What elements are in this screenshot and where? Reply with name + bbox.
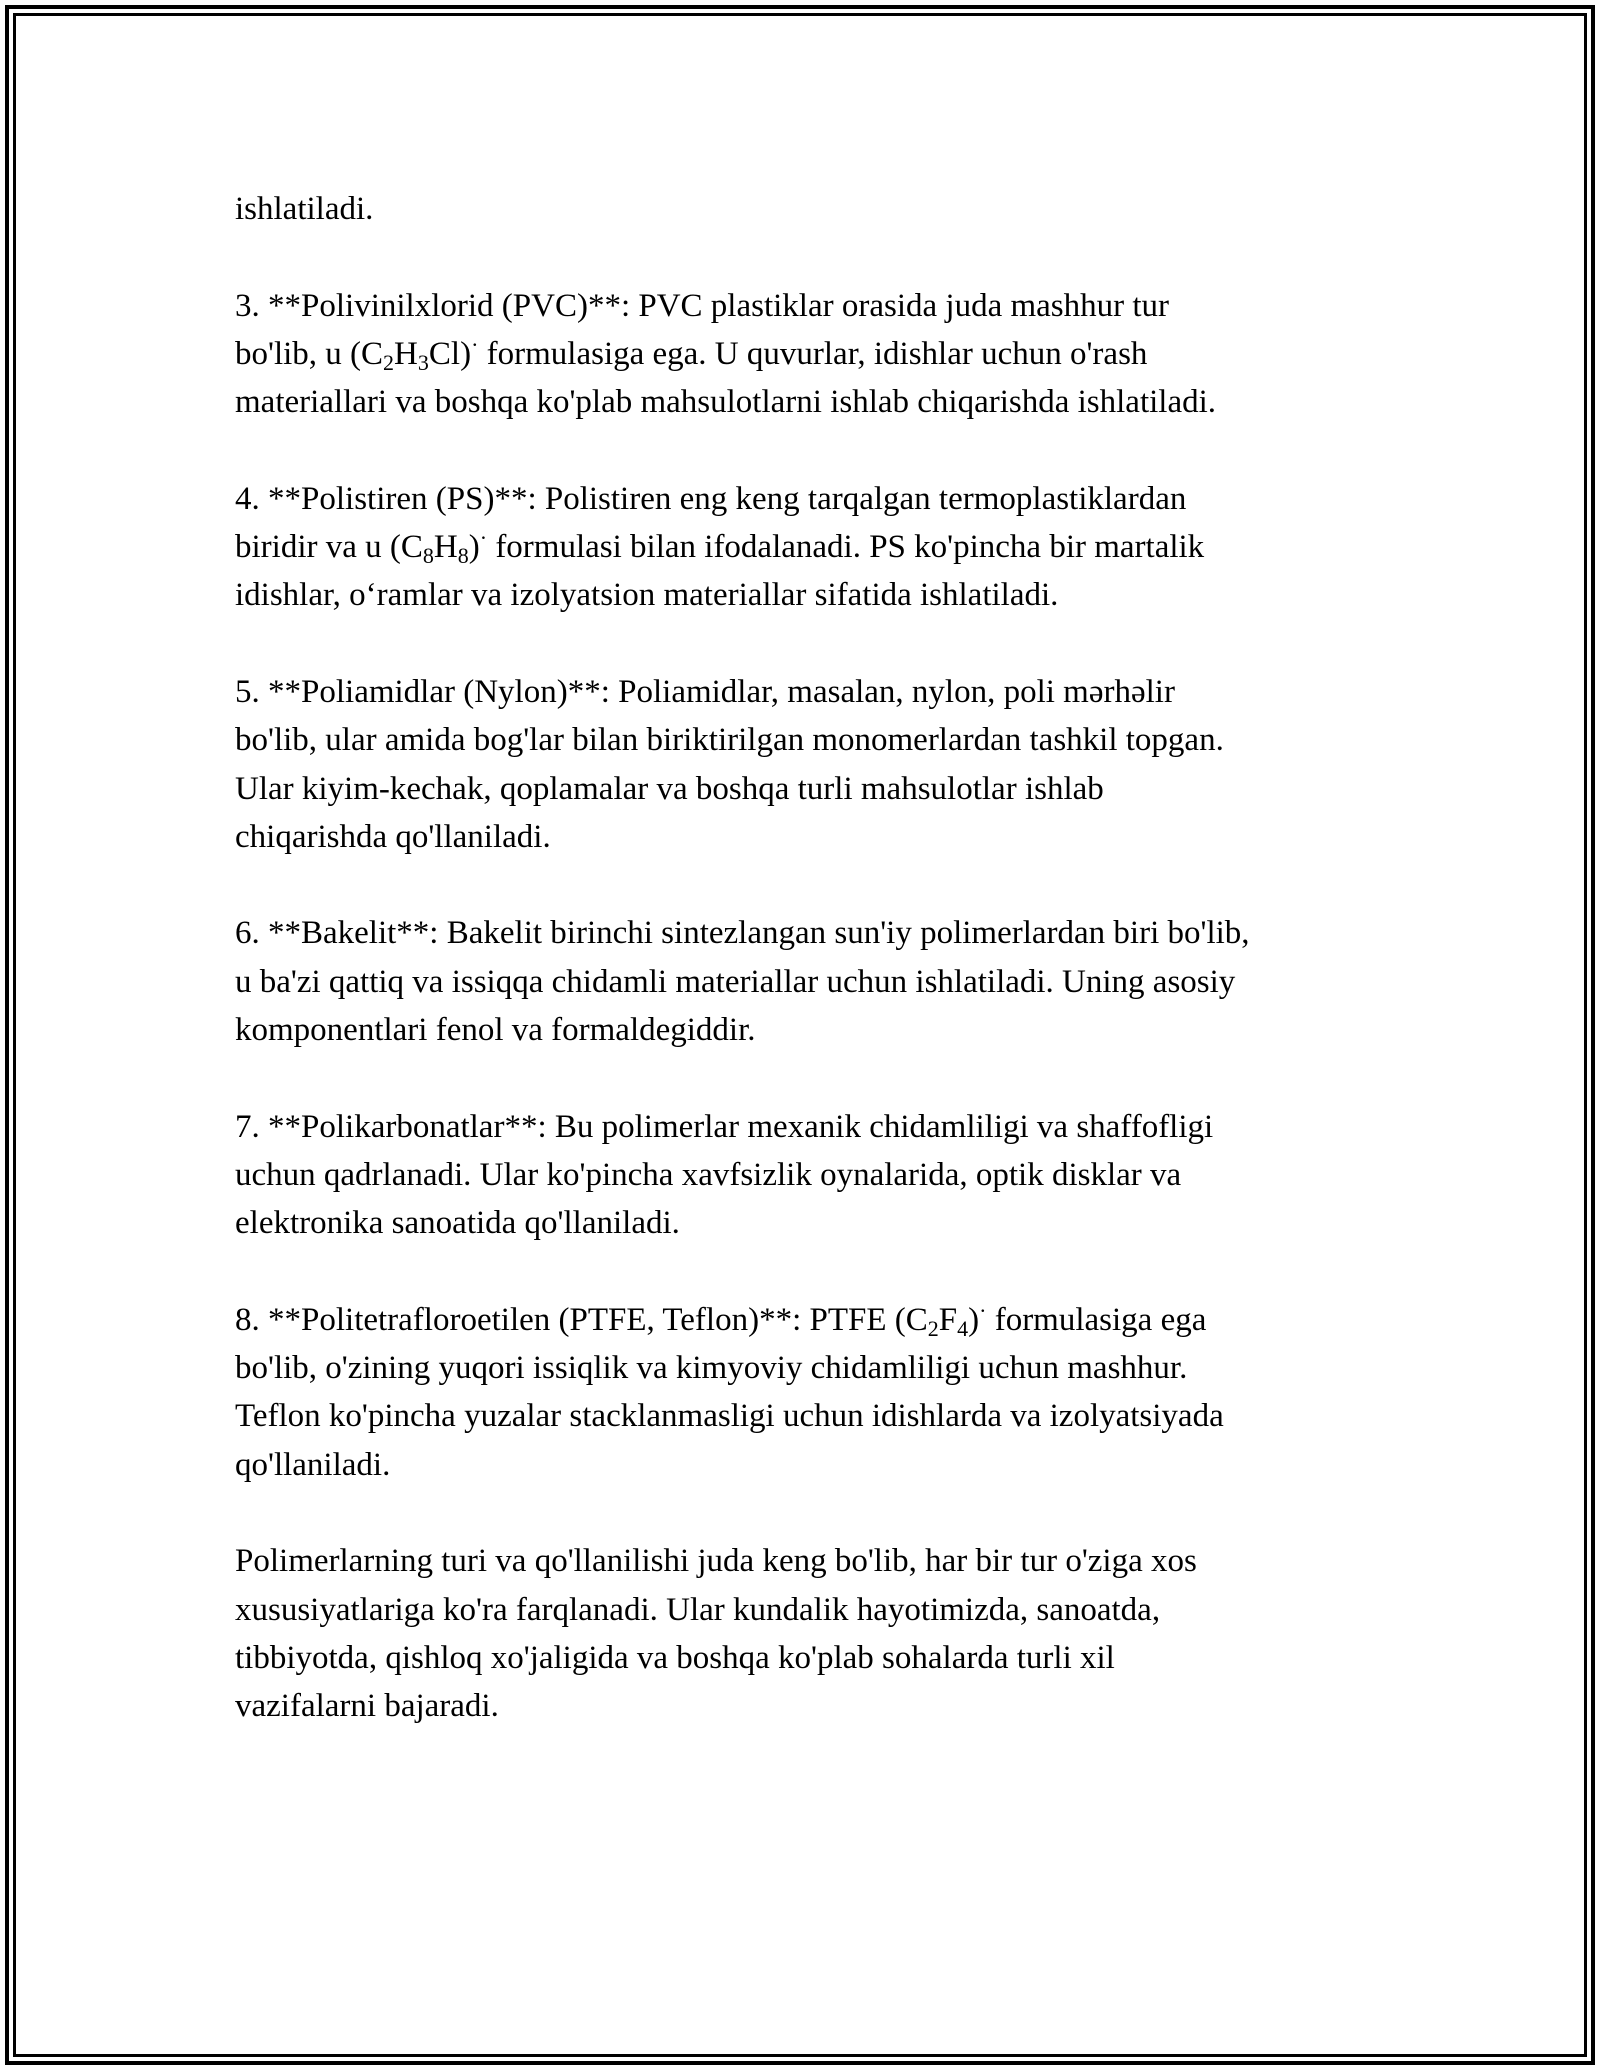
list-item-bakelit — [235, 909, 1375, 1054]
text-line: elektronika sanoatida qo'llaniladi. — [235, 1205, 680, 1242]
formula-line: bo'lib, u $(C_2H_3Cl)^\cdot$ formulasiga ega. U quvurlar, idishlar uchun o'rash — [235, 331, 1148, 375]
text-line: 5. **Poliamidlar (Nylon)**: Poliamidlar, masalan, nylon, poli mərhəlir — [235, 673, 1175, 710]
list-item-polistiren — [235, 475, 1375, 620]
list-item-poliamidlar — [235, 668, 1375, 861]
formula-line: 8. **Politetrafloroetilen (PTFE, Teflon)**: PTFE $(C_2F_4)^\cdot$ formulasiga ega — [235, 1297, 1207, 1341]
conclusion-paragraph — [235, 1537, 1375, 1730]
text-line: tibbiyotda, qishloq xo'jaligida va boshqa ko'plab sohalarda turli xil — [235, 1639, 1115, 1676]
text-line: uchun qadrlanadi. Ular ko'pincha xavfsizlik oynalarida, optik disklar va — [235, 1156, 1182, 1193]
text-line: Teflon ko'pincha yuzalar stacklanmasligi uchun idishlarda va izolyatsiyada — [235, 1398, 1224, 1435]
text-line: Polimerlarning turi va qo'llanilishi juda keng bo'lib, har bir tur o'ziga xos — [235, 1543, 1197, 1580]
text-line: 3. **Polivinilxlorid (PVC)**: PVC plastiklar orasida juda mashhur tur — [235, 287, 1170, 324]
text-line: komponentlari fenol va formaldegiddir. — [235, 1012, 756, 1049]
text-line: bo'lib, o'zining yuqori issiqlik va kimyoviy chidamliligi uchun mashhur. — [235, 1350, 1188, 1387]
text-line: materiallari va boshqa ko'plab mahsulotlarni ishlab chiqarishda ishlatiladi. — [235, 384, 1217, 421]
text-line: ishlatiladi. — [235, 191, 374, 227]
text-line: vazifalarni bajaradi. — [235, 1688, 499, 1725]
text-line: 6. **Bakelit**: Bakelit birinchi sintezlangan sun'iy polimerlardan biri bo'lib, — [235, 915, 1250, 952]
continuation-paragraph — [235, 185, 1375, 233]
list-item-polikarbonatlar — [235, 1103, 1375, 1248]
text-line: xususiyatlariga ko'ra farqlanadi. Ular kundalik hayotimizda, sanoatda, — [235, 1591, 1161, 1628]
text-line: qo'llaniladi. — [235, 1446, 391, 1483]
text-line: idishlar, o‘ramlar va izolyatsion materiallar sifatida ishlatiladi. — [235, 577, 1059, 614]
formula-line: biridir va u $(C_8H_8)^\cdot$ formulasi bilan ifodalanadi. PS ko'pincha bir martalik — [235, 525, 1205, 569]
text-line: 4. **Polistiren (PS)**: Polistiren eng keng tarqalgan termoplastiklardan — [235, 480, 1187, 517]
document-body — [235, 185, 1375, 1731]
list-item-pvc — [235, 282, 1375, 427]
text-line: u ba'zi qattiq va issiqqa chidamli materiallar uchun ishlatiladi. Uning asosiy — [235, 963, 1236, 1000]
list-item-ptfe — [235, 1296, 1375, 1489]
text-line: 7. **Polikarbonatlar**: Bu polimerlar mexanik chidamliligi va shaffofligi — [235, 1108, 1214, 1145]
text-line: bo'lib, ular amida bog'lar bilan biriktirilgan monomerlardan tashkil topgan. — [235, 722, 1224, 759]
text-line: Ular kiyim-kechak, qoplamalar va boshqa turli mahsulotlar ishlab — [235, 770, 1104, 807]
text-line: chiqarishda qo'llaniladi. — [235, 818, 551, 855]
